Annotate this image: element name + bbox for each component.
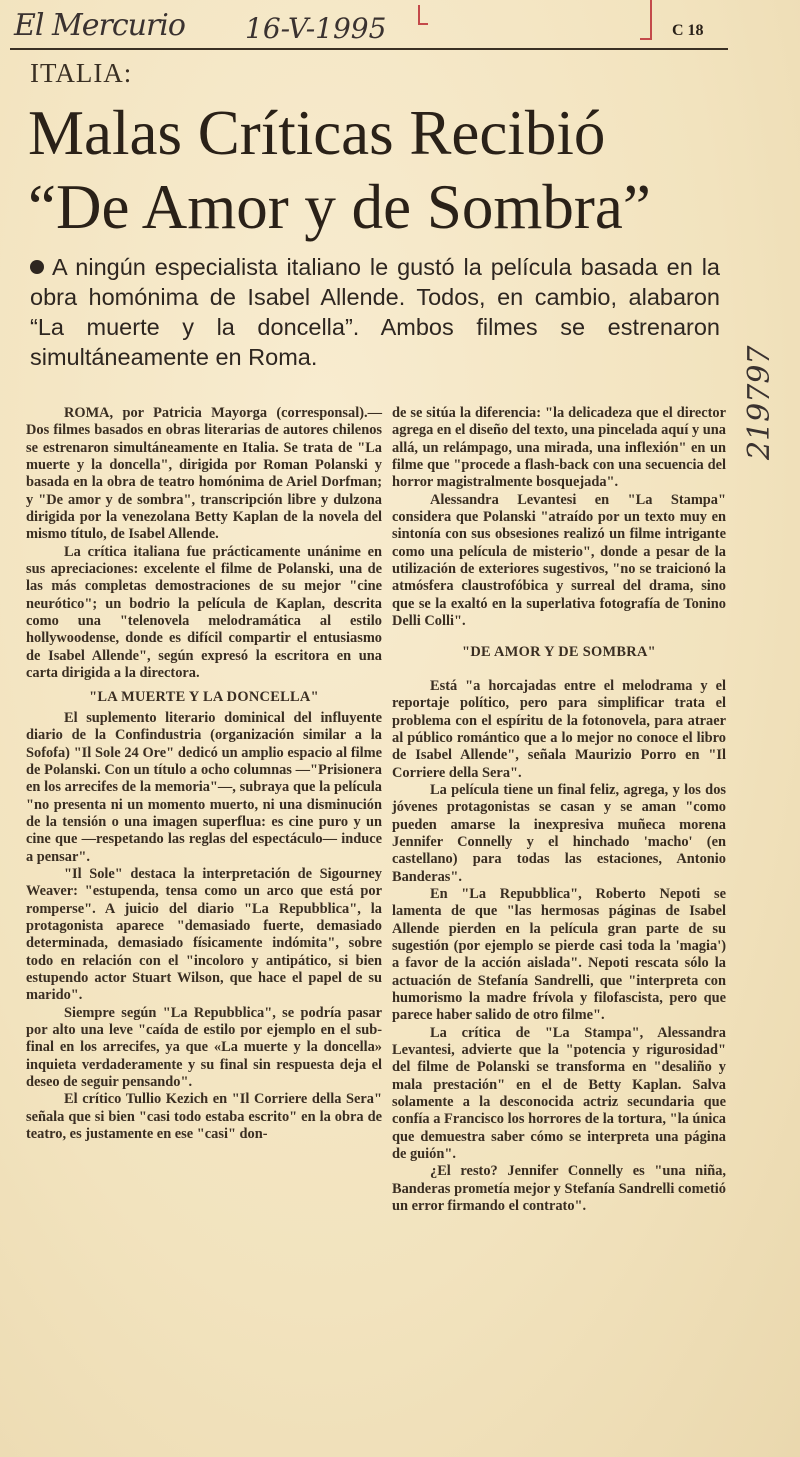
section-subhead: "LA MUERTE Y LA DONCELLA" [89,688,319,705]
kicker: ITALIA: [30,58,133,88]
page-number: C 18 [672,22,704,39]
handwritten-source: El Mercurio [14,8,185,43]
headline-line: Malas Críticas Recibió [28,98,606,168]
bullet-icon [30,260,44,274]
deck [30,252,720,372]
paragraph: "Il Sole" destaca la interpretación de Sigourney Weaver: "estupenda, tensa como un arco que está por romperse". A juicio del diario "La Repubblica", la protagonista aparece "demasiado fuerte, demasiado determinada, demasiado físicamente indómita", sobre todo en relación con el "incoloro y antipático, si bien estupendo actor Stuart Wilson, que hace el papel de su marido". [26,865,382,1004]
paragraph: La crítica de "La Stampa", Alessandra Levantesi, advierte que la "potencia y rigurosidad" del filme de Polanski se transforma en "desaliño y mala prestación" en el de Betty Kaplan. Salva solamente a la desconocida actriz secundaria que confía a Francisco los horrores de la tortura, "la única que demuestra saber cómo se interpreta una página de guión". [392,1024,726,1163]
handwritten-date: 16-V-1995 [245,12,387,45]
section-subhead: "DE AMOR Y DE SOMBRA" [462,644,656,661]
paragraph: La crítica italiana fue prácticamente unánime en sus apreciaciones: excelente el filme de Polanski, una de las más completas demostraciones de su mejor "cine neurótico"; un bodrio la película de Kaplan, descrita como una "telenovela melodramática al estilo hollywoodense, donde es difícil compartir el entusiasmo de Isabel Allende", según expresó la escritora en una carta dirigida a la directora. [26,543,382,682]
paragraph: ¿El resto? Jennifer Connelly es "una niña, Banderas prometía mejor y Stefanía Sandrelli cometió un error firmando el contrato". [392,1163,726,1215]
paragraph: de se sitúa la diferencia: "la delicadeza que el director agrega en el diseño del texto, una pincelada aquí y una allá, un relámpago, una mirada, una inflexión" en un filme que "procede a flash-back con una secuencia del horror magistralmente bosquejada". [392,405,726,491]
headline [28,96,748,244]
paragraph: La película tiene un final feliz, agrega, y los dos jóvenes protagonistas se casan y se aman "como pueden amarse la inexpresiva muñeca morena Jennifer Connelly y el hinchado 'macho' (en castellano) para todas las estaciones, Antonio Banderas". [392,781,726,885]
handwritten-archive-number: 219797 [742,345,777,460]
article-column-right [392,405,726,1215]
headline-line: “De Amor y de Sombra” [28,172,651,242]
paragraph: En "La Repubblica", Roberto Nepoti se lamenta de que "las hermosas páginas de Isabel Allende pierden en la película gran parte de su sugestión (por ejemplo se pierde casi toda la 'magia') a favor de la acción aislada". Nepoti rescata sólo la actuación de Stefanía Sandrelli, que "interpreta con humorismo la madre frívola y filofascista, pero que parece haber salido de otro filme". [392,885,726,1024]
paragraph: El suplemento literario dominical del influyente diario de la Confindustria (organización similar a la Sofofa) "Il Sole 24 Ore" dedicó un amplio espacio al filme de Polanski. Con un título a ocho columnas —"Prisionera en los arrecifes de la memoria"—, subraya que la película "no presenta ni un momento muerto, ni una disminución de la tensión o una imagen superflua: es cine puro y un cine que —respetando las reglas del espectáculo— induce a pensar". [26,709,382,865]
paragraph: El crítico Tullio Kezich en "Il Corriere della Sera" señala que si bien "casi todo estaba escrito" en la obra de teatro, es justamente en ese "casi" don- [26,1091,382,1143]
header-rule [10,48,728,50]
red-bracket-mark [418,5,428,25]
paragraph: Está "a horcajadas entre el melodrama y el reportaje político, pero para simplificar trata el problema con el espíritu de la fotonovela, para atraer al público romántico que a lo mejor no conoce el libro de Isabel Allende", señala Maurizio Porro en "Il Corriere della Sera". [392,677,726,781]
deck-text: A ningún especialista italiano le gustó la película basada en la obra homónima de Isabel Allende. Todos, en cambio, alabaron “La muerte y la doncella”. Ambos filmes se estrenaron simultáneamente en Roma. [30,254,720,370]
red-bracket-mark [640,0,652,40]
paragraph: ROMA, por Patricia Mayorga (corresponsal).— Dos filmes basados en obras literarias de autores chilenos se estrenaron simultáneamente en Italia. Se trata de "La muerte y la doncella", dirigida por Roman Polanski y basada en la obra de teatro homónima de Ariel Dorfman; y "De amor y de sombra", transcripción libre y dulzona dirigida por la venezolana Betty Kaplan de la novela del mismo título, de Isabel Allende. [26,405,382,543]
paragraph: Alessandra Levantesi en "La Stampa" considera que Polanski "atraído por un texto muy en sintonía con sus obsesiones realizó un filme intrigante como una película de misterio", donde a pesar de la utilización de exteriores sugestivos, "no se traicionó la atmósfera claustrofóbica y surreal del drama, sino que se la exaltó en la superlativa fotografía de Tonino Delli Colli". [392,491,726,630]
article-column-left [26,405,382,1143]
paragraph: Siempre según "La Repubblica", se podría pasar por alto una leve "caída de estilo por ejemplo en el sub-final en los arrecifes, ya que «La muerte y la doncella» inquieta verdaderamente y su final sin respuesta deja el deseo de seguir pensando". [26,1004,382,1091]
